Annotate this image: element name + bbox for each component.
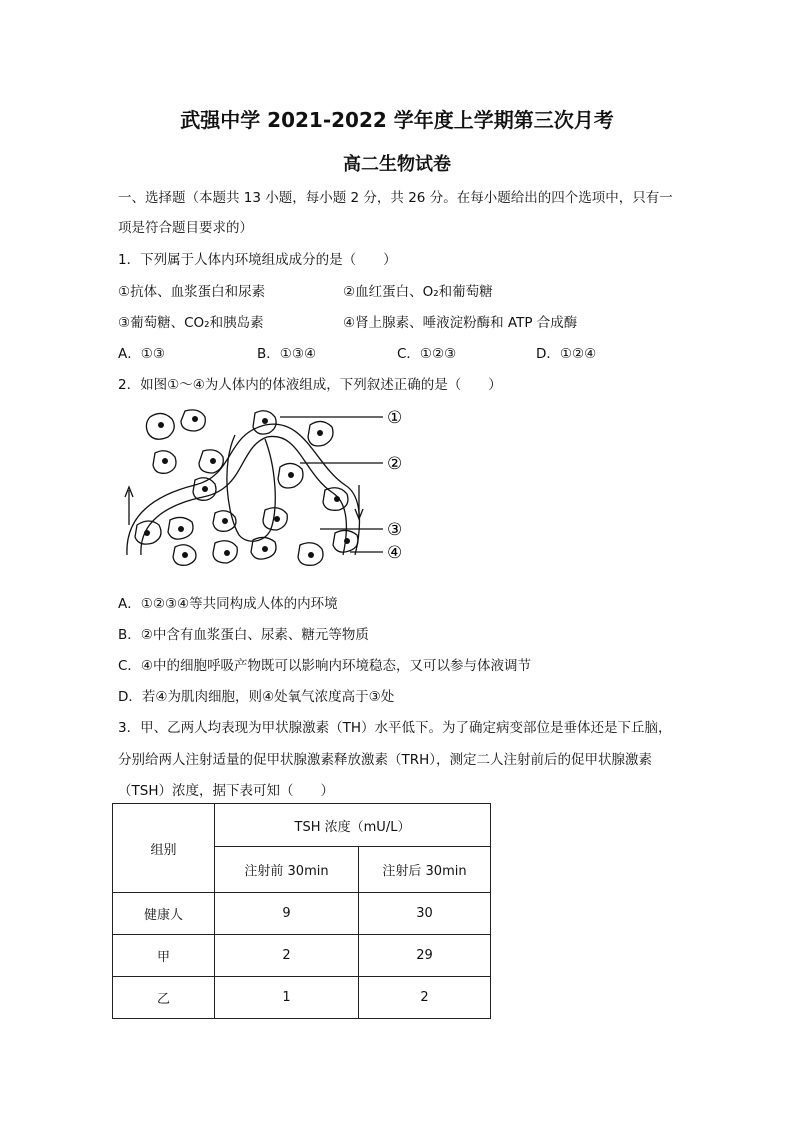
table-header-measure: TSH 浓度（mU/L） [215,804,491,847]
tsh-table [112,803,491,1019]
q3-stem-line2: 分别给两人注射适量的促甲状腺激素释放激素（TRH），测定二人注射前后的促甲状腺激素 [118,752,653,768]
table-cell-after: 30 [359,893,491,935]
q2-option-d: D．若④为肌肉细胞，则④处氧气浓度高于③处 [118,689,395,705]
table-cell-before: 9 [215,893,359,935]
section-intro-line2: 项是符合题目要求的） [118,220,253,236]
table-cell-group: 健康人 [113,893,215,935]
table-row [113,977,491,1019]
figure-label-2: ② [387,454,403,474]
table-header-group: 组别 [113,804,215,893]
table-header-after: 注射后 30min [359,847,491,893]
q1-option-c: C．①②③ [397,346,457,362]
q1-item-3: ③葡萄糖、CO₂和胰岛素 [118,315,264,331]
table-cell-after: 2 [359,977,491,1019]
table-header-before: 注射前 30min [215,847,359,893]
q3-stem-line1: 3．甲、乙两人均表现为甲状腺激素（TH）水平低下。为了确定病变部位是垂体还是下丘脑， [118,720,672,736]
figure-label-4: ④ [387,543,403,563]
q1-item-1: ①抗体、血浆蛋白和尿素 [118,284,266,300]
table-cell-before: 2 [215,935,359,977]
figure-label-3: ③ [387,520,403,540]
table-row [113,893,491,935]
q3-stem-line3: （TSH）浓度，据下表可知（ ） [118,783,334,799]
exam-subtitle: 高二生物试卷 [343,154,451,175]
q2-option-c: C．④中的细胞呼吸产物既可以影响内环境稳态，又可以参与体液调节 [118,658,532,674]
table-cell-group: 乙 [113,977,215,1019]
table-cell-group: 甲 [113,935,215,977]
section-intro-line1: 一、选择题（本题共 13 小题，每小题 2 分，共 26 分。在每小题给出的四个选项中，只有一 [118,190,673,206]
q1-option-b: B．①③④ [257,346,317,362]
body-fluid-diagram [115,405,415,580]
q1-stem: 1．下列属于人体内环境组成成分的是（ ） [118,252,397,268]
q1-option-d: D．①②④ [536,346,597,362]
exam-title: 武强中学 2021-2022 学年度上学期第三次月考 [180,108,614,132]
q1-item-2: ②血红蛋白、O₂和葡萄糖 [343,284,493,300]
figure-label-1: ① [387,408,403,428]
q2-option-b: B．②中含有血浆蛋白、尿素、糖元等物质 [118,627,369,643]
table-cell-after: 29 [359,935,491,977]
q1-item-4: ④肾上腺素、唾液淀粉酶和 ATP 合成酶 [343,315,578,331]
q1-option-a: A．①③ [118,346,165,362]
table-row [113,935,491,977]
q2-option-a: A．①②③④等共同构成人体的内环境 [118,596,338,612]
q2-stem: 2．如图①～④为人体内的体液组成，下列叙述正确的是（ ） [118,377,502,393]
table-cell-before: 1 [215,977,359,1019]
